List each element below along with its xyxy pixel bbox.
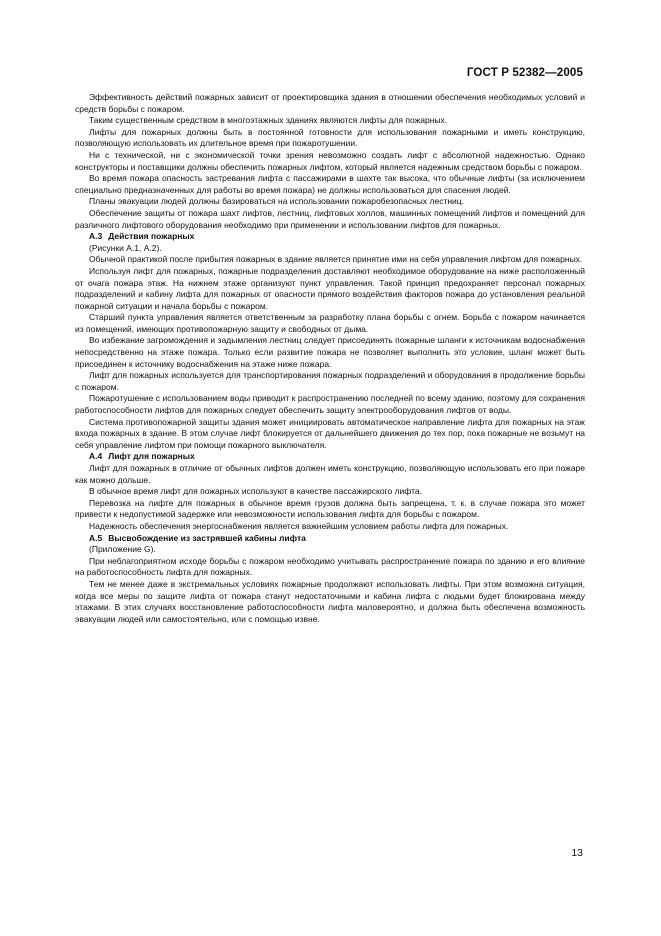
paragraph: Обычной практикой после прибытия пожарных в здание является принятие ими на себя управления лифтом для пожарных. — [89, 254, 583, 265]
paragraph: Пожаротушение с использованием воды приводит к распространению последней по всему зданию, поэтому для сохранения работоспособности лифтов для пожарных следует обеспечить защиту электрооборудования лифтов от воды. — [75, 393, 585, 416]
section-number: А.5 — [89, 532, 103, 543]
section-heading — [75, 533, 585, 545]
section-number: А.4 — [89, 451, 103, 462]
section-title: Высвобождение из застрявшей кабины лифта — [108, 532, 306, 543]
paragraph: (Рисунки А.1, А.2). — [89, 242, 162, 253]
section-heading — [75, 231, 585, 243]
paragraph: Во время пожара опасность застревания лифта с пассажирами в шахте так высока, что обычные лифты (за исключением специально предназначенных для работы во время пожара) не должны использоваться для спасения людей. — [75, 173, 585, 195]
section-number: А.3 — [89, 231, 103, 242]
paragraph: Ни с технической, ни с экономической точки зрения невозможно создать лифт с абсолютной надежностью. Однако конструкторы и поставщики должны обеспечить пожарных лифтом, который является надежным средством борьбы с пожаром. — [75, 149, 585, 172]
document-id: ГОСТ Р 52382—2005 — [466, 66, 583, 79]
section-heading — [75, 451, 585, 463]
document-body — [75, 92, 585, 625]
paragraph: Надежность обеспечения энергоснабжения является важнейшим условием работы лифта для пожарных. — [89, 520, 509, 531]
paragraph: Обеспечение защиты от пожара шахт лифтов, лестниц, лифтовых холлов, машинных помещений лифтов и помещений для различного лифтового оборудования необходимо при применении и использовании лифтов для пожарных. — [75, 207, 585, 230]
paragraph: Лифт для пожарных в отличие от обычных лифтов должен иметь конструкцию, позволяющую использовать его при пожаре как можно дольше. — [75, 463, 585, 485]
paragraph: При неблагоприятном исходе борьбы с пожаром необходимо учитывать распространение пожара по зданию и его влияние на работоспособность лифта для пожарных. — [75, 555, 585, 578]
paragraph: Перевозка на лифте для пожарных в обычное время грузов должна быть запрещена, т. к. в случае пожара это может привести к недопустимой задержке или невозможности использования лифта для борьбы с пожаром. — [75, 497, 585, 520]
section-title: Действия пожарных — [108, 231, 195, 242]
paragraph: Используя лифт для пожарных, пожарные подразделения доставляют необходимое оборудование на ниже расположенный от очага пожара этаж. На нижнем этаже организуют пункт управления. Такой принцип предохраняет персонал пожарных подразделений и кабину лифта для пожарных от опасности прямого воздействия факторов пожара до установления реальной пожарной ситуации и начала борьбы с пожаром. — [75, 265, 585, 311]
paragraph: (Приложение G). — [89, 544, 156, 555]
page-number: 13 — [571, 847, 583, 859]
paragraph: Тем не менее даже в экстремальных условиях пожарные продолжают использовать лифты. При этом возможна ситуация, когда все меры по защите лифта от пожара станут недостаточными и кабина лифта с людьми будет блокирована между этажами. В этих случаях восстановление работоспособности лифта маловероятно, и должна быть обеспечена возможность эвакуации людей или самостоятельно, или с помощью извне. — [75, 578, 585, 624]
paragraph: Лифты для пожарных должны быть в постоянной готовности для использования пожарными и иметь конструкцию, позволяющую использовать их длительное время при пожаротушении. — [75, 126, 585, 149]
paragraph: Лифт для пожарных используется для транспортирования пожарных подразделений и оборудования в продолжение борьбы с пожаром. — [75, 370, 585, 392]
paragraph: Эффективность действий пожарных зависит от проектировщика здания в отношении обеспечения необходимых условий и средств борьбы с пожаром. — [75, 92, 585, 114]
section-title: Лифт для пожарных — [108, 451, 195, 462]
paragraph: Во избежание загромождения и задымления лестниц следует присоединять пожарные шланги к источникам водоснабжения непосредственно на этаже пожара. Только если развитие пожара не позволяет выполнить это условие, шланг может быть присоединен к источнику водоснабжения на этаже ниже пожара. — [75, 335, 585, 369]
paragraph: Система противопожарной защиты здания может инициировать автоматическое направление лифта для пожарных на этаж входа пожарных в здание. В этом случае лифт блокируется от дальнейшего движения до тех пор, пока пожарные не возьмут на себя управление лифтом при помощи пожарного выключателя. — [75, 416, 585, 450]
paragraph: Планы эвакуации людей должны базироваться на использовании пожаробезопасных лестниц. — [89, 196, 465, 207]
paragraph: В обычное время лифт для пожарных используют в качестве пассажирского лифта. — [89, 486, 422, 497]
paragraph: Старший пункта управления является ответственным за разработку плана борьбы с огнем. Борьба с пожаром начинается из помещений, имеющих противопожарную защиту и свободных от дыма. — [75, 312, 585, 334]
paragraph: Таким существенным средством в многоэтажных зданиях являются лифты для пожарных. — [89, 115, 448, 126]
